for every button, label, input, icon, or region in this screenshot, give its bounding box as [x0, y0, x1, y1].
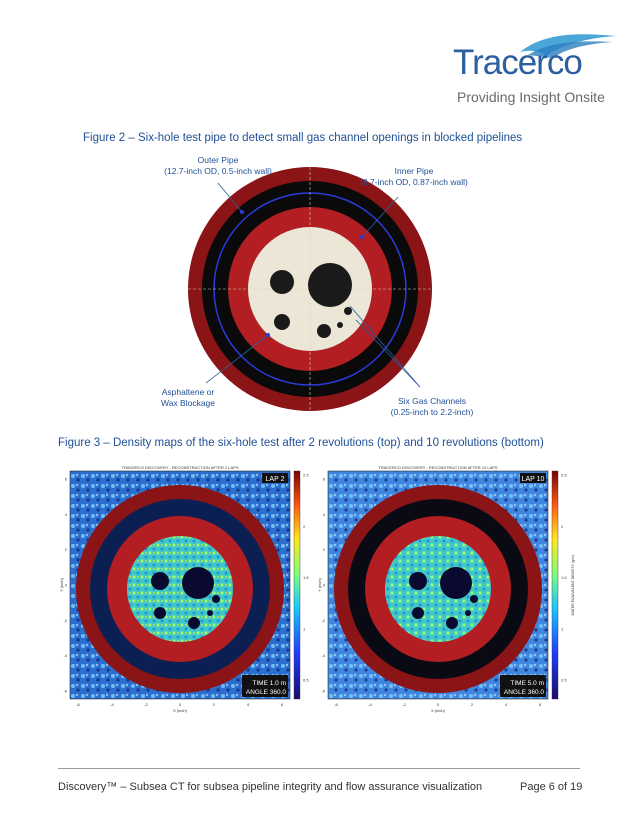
density-hole: [188, 617, 200, 629]
footer-document-title: Discovery™ – Subsea CT for subsea pipeline integrity and flow assurance visualization: [58, 781, 483, 793]
y-tick-label: 2: [322, 547, 325, 553]
x-tick-label: 0: [436, 702, 440, 707]
y-tick-label: 4: [322, 511, 325, 517]
map-title: TRACERCO DISCOVERY - RECONSTRUCTION AFTER 10 LAPS: [378, 465, 498, 470]
blockage-core: [127, 536, 233, 642]
density-hole: [207, 610, 213, 616]
blockage-label-2: Wax Blockage: [160, 398, 216, 408]
x-tick-label: -6: [334, 702, 338, 707]
x-tick-label: 0: [178, 702, 182, 707]
y-axis-label: Y (inch): [317, 578, 322, 592]
colorbar: [552, 471, 558, 699]
colorbar-tick-label: 0.5: [303, 677, 309, 683]
gas-channel-hole: [317, 324, 331, 338]
y-tick-label: 2: [64, 547, 67, 553]
x-tick-label: 2: [470, 702, 474, 707]
blockage-label: Asphaltene or: [161, 387, 215, 397]
footer-page-number: Page 6 of 19: [520, 781, 583, 793]
density-hole: [154, 607, 166, 619]
time-label: TIME 5.0 m: [510, 680, 544, 687]
colorbar-tick-label: 1.5: [561, 575, 567, 581]
x-tick-label: 4: [246, 702, 250, 707]
inner-pipe-label: Inner Pipe: [394, 166, 434, 176]
test-pipe-cross-section-diagram: [150, 155, 490, 427]
density-hole: [151, 572, 169, 590]
y-tick-label: -4: [63, 653, 67, 659]
colorbar-tick-label: 2: [561, 523, 564, 529]
gas-channel-hole: [274, 314, 290, 330]
x-tick-label: -2: [402, 702, 406, 707]
map-title: TRACERCO DISCOVERY - RECONSTRUCTION AFTER 2 LAPS: [121, 465, 239, 470]
colorbar-tick-label: 2.5: [303, 472, 309, 478]
density-hole: [212, 595, 220, 603]
y-tick-label: 0: [322, 582, 325, 588]
density-map-lap-2: [60, 463, 320, 711]
gas-channel-hole: [337, 322, 343, 328]
y-tick-label: 0: [64, 582, 67, 588]
time-label: TIME 1.0 m: [252, 680, 286, 687]
colorbar-label: WATER EQUIVALENT DENSITY (g/cc): [571, 554, 575, 616]
density-hole: [409, 572, 427, 590]
tracerco-logo: [448, 30, 620, 108]
density-hole: [412, 607, 424, 619]
density-hole: [470, 595, 478, 603]
x-tick-label: -6: [76, 702, 80, 707]
logo-wordmark: Tracerco: [453, 43, 582, 82]
y-tick-label: 6: [322, 476, 325, 482]
colorbar-tick-label: 1.5: [303, 575, 309, 581]
density-hole: [440, 567, 472, 599]
colorbar-tick-label: 1: [561, 626, 564, 632]
x-tick-label: 6: [538, 702, 542, 707]
gas-channel-hole: [308, 263, 352, 307]
gas-channels-spec: (0.25-inch to 2.2-inch): [390, 407, 474, 417]
colorbar-tick-label: 0.5: [561, 677, 567, 683]
y-tick-label: -4: [321, 653, 325, 659]
x-axis-label: X (inch): [173, 708, 187, 713]
density-hole: [182, 567, 214, 599]
logo-tagline: Providing Insight Onsite: [457, 89, 605, 105]
colorbar-tick-label: 2: [303, 523, 306, 529]
x-tick-label: 4: [504, 702, 508, 707]
colorbar: [294, 471, 300, 699]
x-axis-label: X (inch): [431, 708, 445, 713]
y-tick-label: 6: [64, 476, 67, 482]
x-tick-label: -4: [110, 702, 114, 707]
x-tick-label: -2: [144, 702, 148, 707]
colorbar-tick-label: 1: [303, 626, 306, 632]
y-tick-label: 4: [64, 511, 67, 517]
x-tick-label: -4: [368, 702, 372, 707]
gas-channel-hole: [270, 270, 294, 294]
gas-channels-label: Six Gas Channels: [397, 396, 467, 406]
figure-3-caption: Figure 3 – Density maps of the six-hole test after 2 revolutions (top) and 10 revolutions (bottom): [58, 437, 544, 449]
lap-label: LAP 10: [521, 476, 545, 483]
inner-pipe-spec: (8.7-inch OD, 0.87-inch wall): [360, 177, 468, 187]
y-tick-label: -6: [321, 688, 325, 694]
lap-label: LAP 2: [265, 476, 285, 483]
x-tick-label: 2: [212, 702, 216, 707]
blockage-core: [385, 536, 491, 642]
y-axis-label: Y (inch): [59, 578, 64, 592]
footer-divider: [58, 768, 580, 769]
figure-2-caption: Figure 2 – Six-hole test pipe to detect small gas channel openings in blocked pipelines: [83, 132, 523, 144]
y-tick-label: -2: [63, 617, 67, 623]
colorbar-tick-label: 2.5: [561, 472, 567, 478]
outer-pipe-spec: (12.7-inch OD, 0.5-inch wall): [164, 166, 272, 176]
density-map-lap-10: [318, 463, 578, 711]
y-tick-label: -6: [63, 688, 67, 694]
angle-label: ANGLE 360.0: [245, 689, 286, 696]
density-hole: [446, 617, 458, 629]
angle-label: ANGLE 360.0: [503, 689, 544, 696]
x-tick-label: 6: [280, 702, 284, 707]
y-tick-label: -2: [321, 617, 325, 623]
gas-channel-hole: [344, 307, 352, 315]
outer-pipe-label: Outer Pipe: [197, 155, 239, 165]
density-hole: [465, 610, 471, 616]
